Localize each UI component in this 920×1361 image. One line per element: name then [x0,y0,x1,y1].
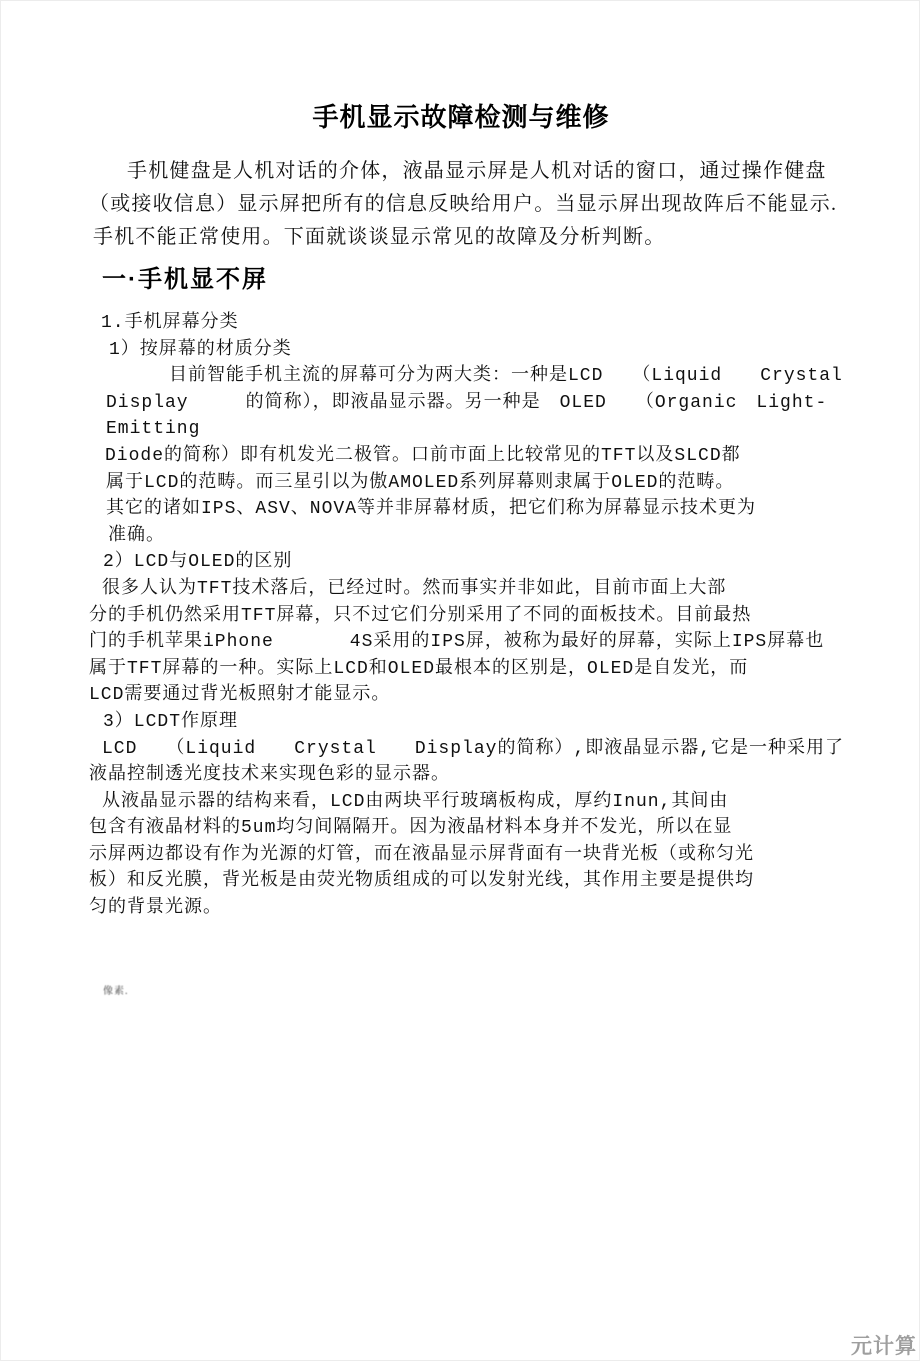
intro-paragraph [89,155,838,254]
text-line: 示屏两边都设有作为光源的灯管，而在液晶显示屏背面有一块背光板（或称匀光 [89,844,754,865]
text-line: （或接收信息）显示屏把所有的信息反映给用户。当显示屏出现故阵后不能显示. [89,193,838,215]
text-line: 准确。 [108,525,165,546]
page-title: 手机显示故障检测与维修 [312,102,610,132]
text-line: 属于TFT屏幕的一种。实际上LCD和OLED最根本的区别是，OLED是自发光，而 [89,658,749,679]
text-line: 属于LCD的范畴。而三星引以为傲AMOLED系列屏幕则隶属于OLED的范畴。 [106,472,735,493]
text-line: 很多人认为TFT技术落后，已经过时。然而事实并非如此，目前市面上大部 [102,578,727,599]
text-line: 手机健盘是人机对话的介体，液晶显示屏是人机对话的窗口，通过操作健盘 [127,160,827,182]
text-line: 3）LCDT作原理 [103,711,239,732]
text-line: 门的手机苹果iPhone 4S采用的IPS屏，被称为最好的屏幕，实际上IPS屏幕也 [89,632,825,653]
text-line: 包含有液晶材料的5um均匀间隔隔开。因为液晶材料本身并不发光，所以在显 [89,818,733,839]
text-line: LCD需要通过背光板照射才能显示。 [89,685,391,706]
text-line: LCD （Liquid Crystal Display的简称）,即液晶显示器,它是一种采用了 [102,738,845,759]
text-line: 手机不能正常使用。下面就谈谈显示常见的故障及分析判断。 [93,226,666,248]
text-line: Diode的简称）即有机发光二极管。口前市面上比较常见的TFT以及SLCD都 [105,445,741,466]
text-line: 液晶控制透光度技术来实现色彩的显示器。 [89,765,450,786]
text-line: 2）LCD与OLED的区别 [103,552,293,573]
section-heading: 一·手机显不屏 [102,266,268,293]
body-paragraphs [89,310,845,922]
text-line: 从液晶显示器的结构来看，LCD由两块平行玻璃板构成，厚约Inun,其间由 [102,791,729,812]
text-line: 1.手机屏幕分类 [101,313,239,333]
text-line: Display 的简称），即液晶显示器。另一种是 OLED （Organic Light- [106,392,828,413]
text-line: 匀的背景光源。 [89,898,222,919]
watermark: 元计算 [851,1335,917,1358]
text-line: 板）和反光膜，背光板是由荧光物质组成的可以发射光线，其作用主要是提供均 [89,871,754,892]
text-line: 1）按屏幕的材质分类 [109,339,292,360]
text-line: 目前智能手机主流的屏幕可分为两大类：一种是LCD （Liquid Crystal [169,366,843,387]
blurry-footnote: 像素. [103,986,129,997]
text-line: 分的手机仍然采用TFT屏幕，只不过它们分别采用了不同的面板技术。目前最热 [89,605,752,626]
text-line: Emitting [106,419,201,440]
text-line: 其它的诸如IPS、ASV、NOVA等并非屏幕材质，把它们称为屏幕显示技术更为 [106,499,757,520]
